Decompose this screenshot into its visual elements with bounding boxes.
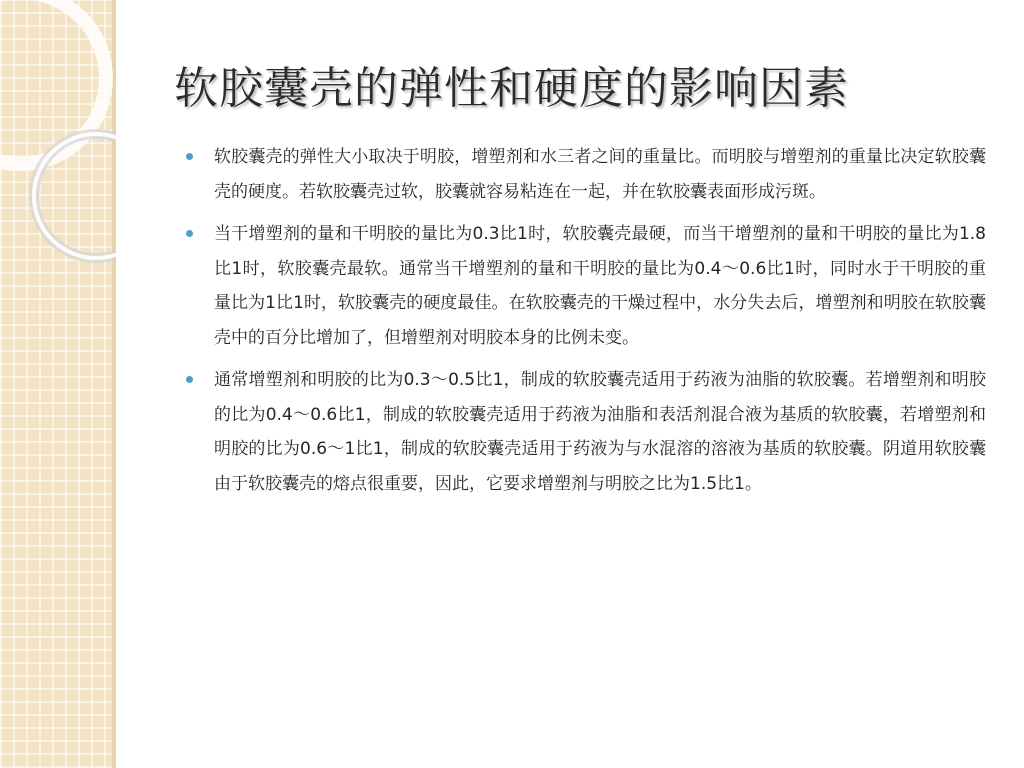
bullet-dot-icon bbox=[186, 376, 193, 383]
bullet-dot-icon bbox=[186, 153, 193, 160]
bullet-item bbox=[186, 140, 986, 209]
bullet-text: 软胶囊壳的弹性大小取决于明胶，增塑剂和水三者之间的重量比。而明胶与增塑剂的重量比决定软胶囊壳的硬度。若软胶囊壳过软，胶囊就容易粘连在一起，并在软胶囊表面形成污斑。 bbox=[214, 147, 986, 202]
decorative-ring-large bbox=[0, 0, 106, 164]
bullet-list bbox=[186, 140, 986, 509]
bullet-dot-icon bbox=[186, 230, 193, 237]
slide-title: 软胶囊壳的弹性和硬度的影响因素 bbox=[174, 63, 849, 114]
bullet-text: 当干增塑剂的量和干明胶的量比为0.3比1时，软胶囊壳最硬，而当干增塑剂的量和干明胶的量比为1.8比1时，软胶囊壳最软。通常当干增塑剂的量和干明胶的量比为0.4～0.6比1时，同时水于干明胶的重量比为1比1时，软胶囊壳的硬度最佳。在软胶囊壳的干燥过程中，水分失去后，增塑剂和明胶在软胶囊壳中的百分比增加了，但增塑剂对明胶本身的比例未变。 bbox=[214, 224, 986, 348]
bullet-item bbox=[186, 363, 986, 501]
decorative-circles bbox=[0, 0, 116, 330]
bullet-item bbox=[186, 217, 986, 355]
bullet-text: 通常增塑剂和明胶的比为0.3～0.5比1，制成的软胶囊壳适用于药液为油脂的软胶囊。若增塑剂和明胶的比为0.4～0.6比1，制成的软胶囊壳适用于药液为油脂和表活剂混合液为基质的软胶囊，若增塑剂和明胶的比为0.6～1比1，制成的软胶囊壳适用于药液为与水混溶的溶液为基质的软胶囊。阴道用软胶囊由于软胶囊壳的熔点很重要，因此，它要求增塑剂与明胶之比为1.5比1。 bbox=[214, 370, 986, 494]
